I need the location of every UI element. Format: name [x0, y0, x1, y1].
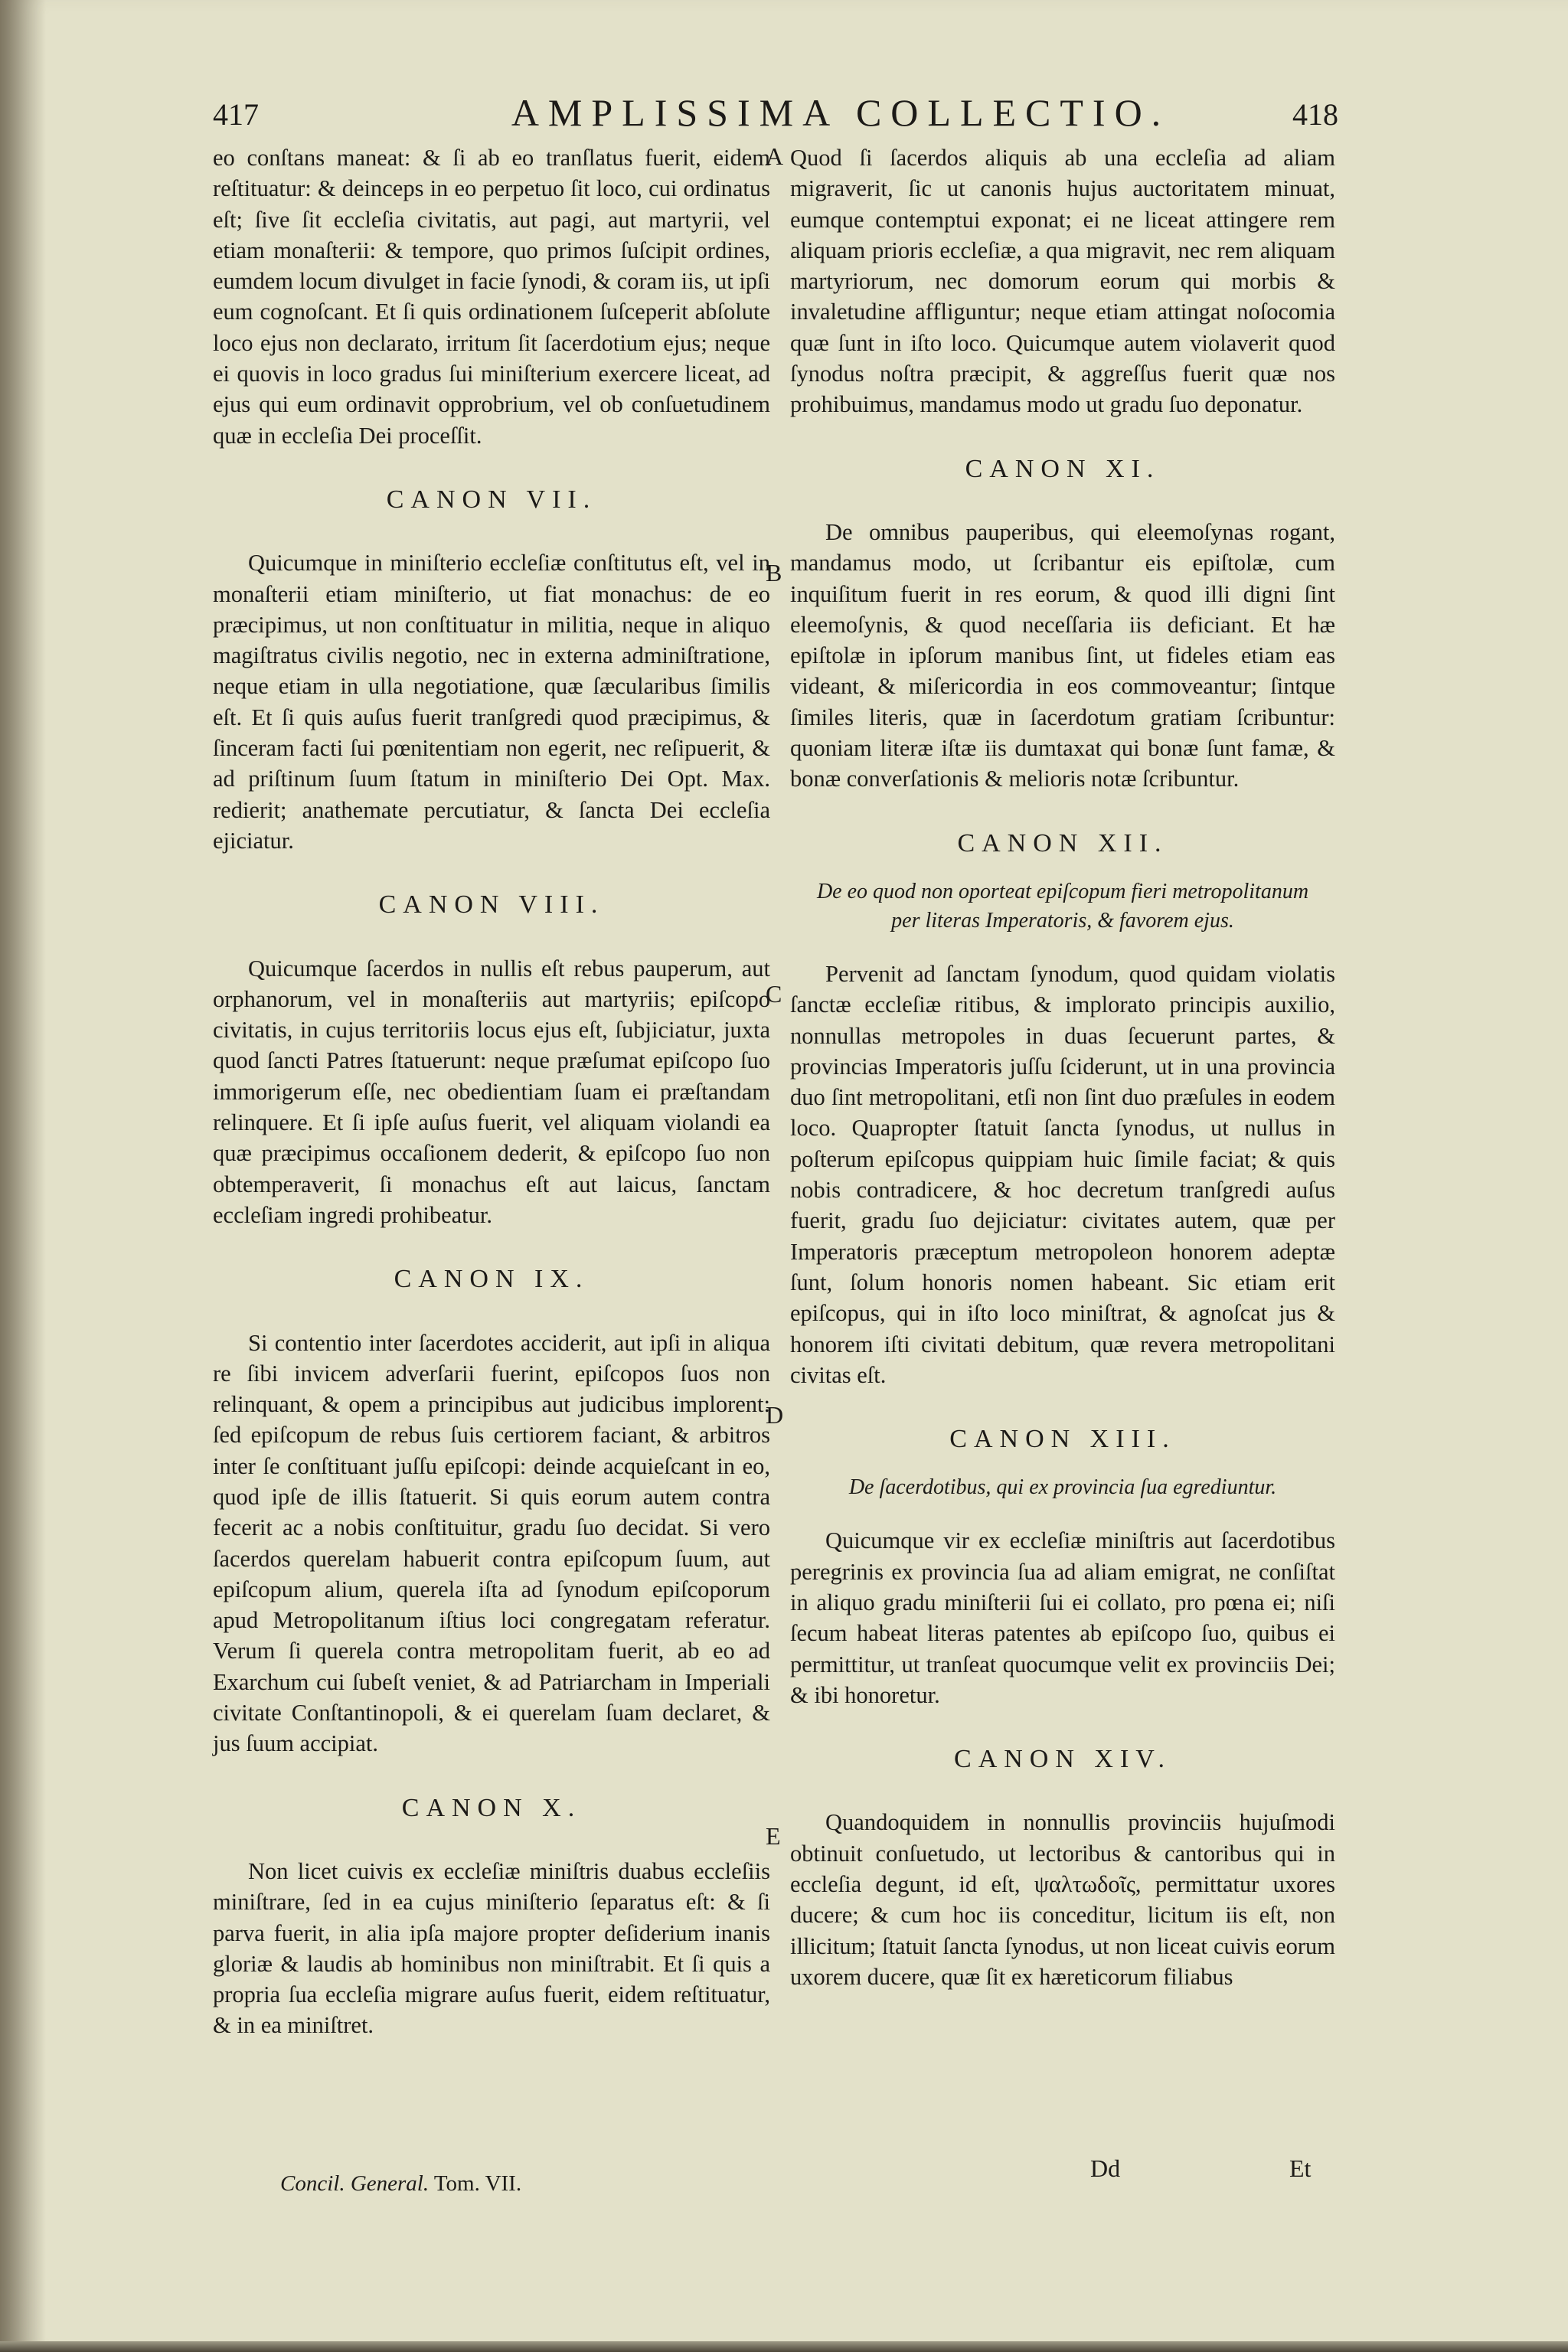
right-column	[790, 142, 1335, 1992]
canon14-text: Quandoquidem in nonnullis provinciis hujuſmodi obtinuit conſuetudo, ut lectoribus & cantoribus qui in eccleſia degunt, id eſt, ψαλτωδοῖς, permittatur uxores ducere; & cum hoc iis conceditur, licitum iis eſt, non illicitum; ſtatuit ſancta ſynodus, ut non liceat cuivis eorum uxorem ducere, quæ ſit ex hæreticorum filiabus	[790, 1809, 1335, 1990]
canon11-text: De omnibus pauperibus, qui eleemoſynas rogant, mandamus modo, ut ſcribantur eis epiſtolæ, cum inquiſitum fuerit in res eorum, & quod illi digni ſint eleemoſynis, & quod neceſſaria iis deficiant. Et hæ epiſtolæ in ipſorum manibus ſint, ut fideles etiam eas videant, & miſericordia in eos commoveantur; ſintque ſimiles literis, quæ in ſacerdotum gratiam ſcribuntur: quoniam literæ iſtæ iis dumtaxat qui bonæ ſunt famæ, & bonæ converſationis & melioris notæ ſcribuntur.	[790, 518, 1335, 792]
canon9-heading: CANON IX.	[394, 1265, 590, 1294]
canon12-heading: CANON XII.	[957, 828, 1168, 858]
canon10-heading: CANON X.	[401, 1793, 582, 1822]
margin-letter-a: A	[766, 142, 784, 170]
canon12-subheading: De eo quod non oporteat epiſcopum fieri metropolitanum per literas Imperatoris, & favorem ejus.	[816, 879, 1309, 933]
volume-footer	[280, 2171, 521, 2197]
margin-letter-b: B	[766, 559, 782, 586]
signature-mark: Dd	[1090, 2154, 1121, 2182]
left-column	[213, 142, 770, 2041]
canon10-text: Non licet cuivis ex eccleſiæ miniſtris duabus eccleſiis miniſtrare, ſed in ea cujus miniſterio ſeparatus eſt: & ſi parva fuerit, in alia ipſa majore propter deſiderium inanis gloriæ & laudis ab hominibus non miniſtrabit. Et ſi quis a propria ſua eccleſia migrare auſus fuerit, eidem reſtituatur, & in ea miniſtret.	[213, 1857, 770, 2039]
page-number-right: 418	[1292, 97, 1338, 132]
canon13-subheading: De ſacerdotibus, qui ex provincia ſua egrediuntur.	[848, 1475, 1277, 1500]
volume-name: Concil. General.	[280, 2171, 430, 2196]
canon10-continuation: Quod ſi ſacerdos aliquis ab una eccleſia ad aliam migraverit, ſic ut canonis hujus auctoritatem minuat, eumque contemptui exponat; ei ne liceat attingere rem aliquam prioris eccleſiæ, a qua migravit, nec rem aliquam martyriorum, nec domorum eorum qui morbis & invaletudine affliguntur; neque etiam attingat noſocomia quæ ſunt in iſto loco. Quicumque autem violaverit quod ſynodus noſtra præcipit, & aggreſſus fuerit quæ nos prohibuimus, mandamus modo ut gradu ſuo deponatur.	[790, 145, 1335, 418]
catchword: Et	[1289, 2154, 1312, 2182]
canon8-text: Quicumque ſacerdos in nullis eſt rebus pauperum, aut orphanorum, vel in monaſteriis aut martyriis; epiſcopo civitatis, in cujus territoriis locus ejus eſt, ſubjiciatur, juxta quod ſancti Patres ſtatuerunt: neque præſumat epiſcopo ſuo immorigerum eſſe, nec obedientiam ſuam ei præſtandam relinquere. Et ſi ipſe auſus fuerit, vel aliquam violandi ea quæ præcipimus occaſionem dederit, & epiſcopo ſuo non obtemperaverit, ſi monachus eſt aut laicus, ſanctam eccleſiam ingredi prohibeatur.	[213, 955, 770, 1228]
canon9-text: Si contentio inter ſacerdotes acciderit, aut ipſi in aliqua re ſibi invicem adverſarii fuerint, epiſcopos ſuos non relinquant, & opem a principibus aut judicibus implorent: ſed epiſcopum de rebus ſuis certiorem faciant, & arbitros inter ſe conſtituant juſſu epiſcopi: deinde acquieſcant in eo, quod ipſe de illis ſtatuerit. Si quis eorum autem contra fecerit ac a nobis conſtituitur, gradu ſuo decidat. Si vero ſacerdos querelam habuerit contra epiſcopum ſuum, aut epiſcopum alium, querela iſta ad ſynodum epiſcoporum apud Metropolitanum iſtius loci congregatam referatur. Verum ſi querela contra metropolitam fuerit, ab eo ad Exarchum cui ſubeſt veniet, & ad Patriarcham in Imperiali civitate Conſtantinopoli, & ei querelam ſuam declaret, & jus ſuum accipiat.	[213, 1329, 770, 1757]
margin-letter-d: D	[766, 1401, 784, 1429]
margin-letter-e: E	[766, 1822, 781, 1850]
canon11-heading: CANON XI.	[965, 454, 1161, 483]
page-bottom-edge	[0, 2341, 1568, 2352]
canon8-heading: CANON VIII.	[378, 890, 605, 920]
canon12-text: Pervenit ad ſanctam ſynodum, quod quidam violatis ſanctæ eccleſiæ ritibus, & implorato principis auxilio, nonnullas metropoles in duas ſecuerunt partes, & provincias Imperatoris juſſu ſciderunt, ut in una provincia duo ſint metropolitani, etſi non ſint duo præſules in eodem loco. Quapropter ſtatuit ſancta ſynodus, ut nullus in poſterum epiſcopus quippiam huic ſimile faciat; & quis nobis contradicere, & hoc decretum tranſgredi auſus fuerit, gradu ſuo dejiciatur: civitates autem, quæ per Imperatoris præceptum metropoleon honorem adeptæ ſunt, ſolum honoris nomen habeant. Sic etiam erit epiſcopus, qui in iſto loco miniſtrat, & agnoſcat jus & honorem iſti civitati debitum, quæ revera metropolitani civitas eſt.	[790, 960, 1335, 1388]
running-title: AMPLISSIMA COLLECTIO.	[511, 91, 1171, 134]
canon13-heading: CANON XIII.	[949, 1425, 1176, 1454]
gutter-shadow	[0, 0, 46, 2352]
margin-letter-c: C	[766, 980, 782, 1008]
page-number-left: 417	[213, 97, 259, 132]
canon7-text: Quicumque in miniſterio eccleſiæ conſtitutus eſt, vel in monaſterii etiam miniſterio, ut fiat monachus: de eo præcipimus, ut non conſtituatur in militia, neque in aliquo magiſtratus civilis negotio, nec in externa adminiſtratione, neque etiam in ulla negotiatione, quæ ſæcularibus ſimilis eſt. Et ſi quis auſus fuerit tranſgredi quod præcipimus, & ſinceram facti ſui pœnitentiam non egerit, nec reſipuerit, & ad priſtinum ſuum ſtatum in miniſterio Dei Opt. Max. redierit; anathemate percutiatur, & ſancta Dei eccleſia ejiciatur.	[213, 550, 770, 854]
canon14-heading: CANON XIV.	[954, 1745, 1171, 1774]
running-header	[213, 90, 1338, 144]
volume-number: Tom. VII.	[433, 2171, 522, 2196]
canon7-heading: CANON VII.	[386, 485, 597, 514]
canon13-text: Quicumque vir ex eccleſiæ miniſtris aut ſacerdotibus peregrinis ex provincia ſua ad aliam emigrat, ne conſiſtat in aliquo gradu miniſterii ſui ei collato, pro pœna ei; niſi ſecum habeat literas patentes ab epiſcopo ſuo, quibus ei permittitur, ut tranſeat quocumque velit ex provinciis Dei; & ibi honoretur.	[790, 1527, 1335, 1708]
canon6-continuation: eo conſtans maneat: & ſi ab eo tranſlatus fuerit, eidem reſtituatur: & deinceps in eo perpetuo ſit loco, cui ordinatus eſt; ſive ſit eccleſia civitatis, aut pagi, aut martyrii, vel etiam monaſterii: & tempore, quo primos ſuſcipit ordines, eumdem locum divulget in facie ſynodi, & coram iis, ut ipſi eum cognoſcant. Et ſi quis ordinationem ſuſceperit abſolute loco ejus non declarato, irritum ſit ſacerdotium ejus; neque ei quovis in loco gradus ſui miniſterium exercere liceat, ad ejus qui eum ordinavit opprobrium, vel ob conſuetudinem quæ in eccleſia Dei proceſſit.	[213, 145, 770, 449]
